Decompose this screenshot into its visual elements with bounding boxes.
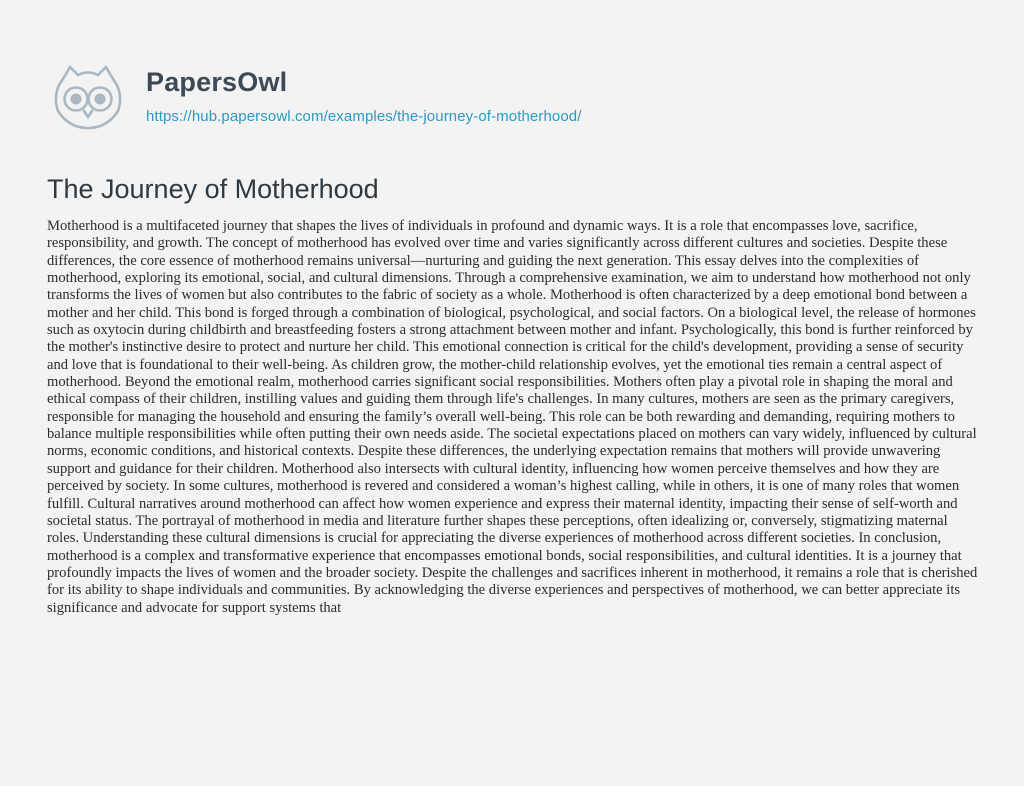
brand-name[interactable]: PapersOwl <box>146 67 288 97</box>
owl-logo-icon <box>47 61 129 131</box>
site-header <box>47 60 582 132</box>
brand-block <box>146 67 582 125</box>
article-title: The Journey of Motherhood <box>47 174 379 204</box>
source-url-link[interactable]: https://hub.papersowl.com/examples/the-journey-of-motherhood/ <box>146 108 582 125</box>
article-body: Motherhood is a multifaceted journey that shapes the lives of individuals in profound and dynamic ways. It is a role that encompasses love, sacrifice, responsibility, and growth. The concept of motherhood has evolved over time and varies significantly across different cultures and societies. Despite these differences, the core essence of motherhood remains universal—nurturing and guiding the next generation. This essay delves into the complexities of motherhood, exploring its emotional, social, and cultural dimensions. Through a comprehensive examination, we aim to understand how motherhood not only transforms the lives of women but also contributes to the fabric of society as a whole. Motherhood is often characterized by a deep emotional bond between a mother and her child. This bond is forged through a combination of biological, psychological, and social factors. On a biological level, the release of hormones such as oxytocin during childbirth and breastfeeding fosters a strong attachment between mother and infant. Psychologically, this bond is further reinforced by the mother's instinctive desire to protect and nurture her child. This emotional connection is critical for the child's development, providing a sense of security and love that is foundational to their well-being. As children grow, the mother-child relationship evolves, yet the emotional ties remain a central aspect of motherhood. Beyond the emotional realm, motherhood carries significant social responsibilities. Mothers often play a pivotal role in shaping the moral and ethical compass of their children, instilling values and guiding them through life's challenges. In many cultures, mothers are seen as the primary caregivers, responsible for managing the household and ensuring the family’s overall well-being. This role can be both rewarding and demanding, requiring mothers to balance multiple responsibilities while often putting their own needs aside. The societal expectations placed on mothers can vary widely, influenced by cultural norms, economic conditions, and historical contexts. Despite these differences, the underlying expectation remains that mothers will provide unwavering support and guidance for their children. Motherhood also intersects with cultural identity, influencing how women perceive themselves and how they are perceived by society. In some cultures, motherhood is revered and considered a woman’s highest calling, while in others, it is one of many roles that women fulfill. Cultural narratives around motherhood can affect how women experience and express their maternal identity, impacting their sense of self-worth and societal status. The portrayal of motherhood in media and literature further shapes these perceptions, often idealizing or, conversely, stigmatizing maternal roles. Understanding these cultural dimensions is crucial for appreciating the diverse experiences of motherhood across different societies. In conclusion, motherhood is a complex and transformative experience that encompasses emotional bonds, social responsibilities, and cultural identities. It is a journey that profoundly impacts the lives of women and the broader society. Despite the challenges and sacrifices inherent in motherhood, it remains a role that is cherished for its ability to shape individuals and communities. By acknowledging the diverse experiences and perspectives of motherhood, we can better appreciate its significance and advocate for support systems that <box>47 218 978 616</box>
